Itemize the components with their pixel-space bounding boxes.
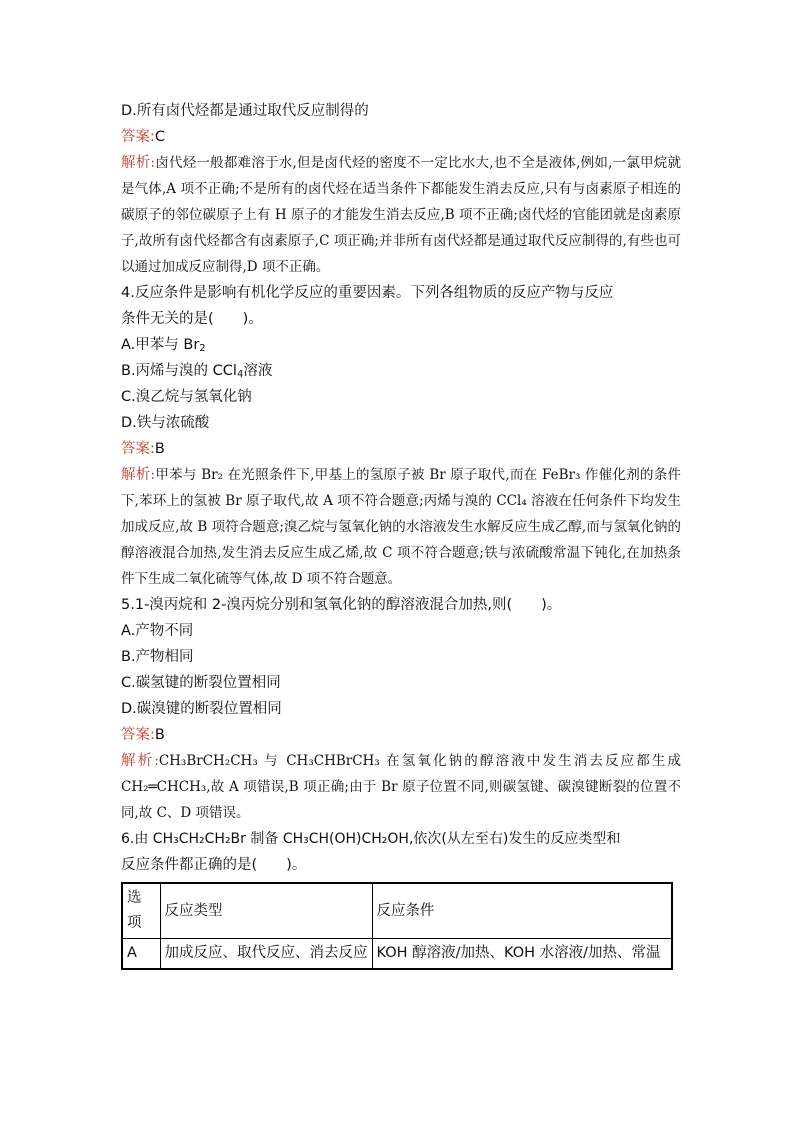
table-header-cell: 反应类型 bbox=[160, 883, 372, 939]
q4-stem-line1: 4.反应条件是影响有机化学反应的重要因素。下列各组物质的反应产物与反应 bbox=[121, 285, 614, 301]
analysis-label: 解析 bbox=[121, 467, 151, 483]
answer-label: 答案 bbox=[121, 441, 150, 457]
table-header-cell: 选项 bbox=[122, 883, 160, 939]
answer-label: 答案 bbox=[121, 129, 150, 145]
table-cell: A bbox=[122, 939, 160, 970]
q6-stem-line2: 反应条件都正确的是( )。 bbox=[121, 857, 307, 873]
q6-stem-line1: 6.由 CH₃CH₂CH₂Br 制备 CH₃CH(OH)CH₂OH,依次(从左至右)发生的反应类型和 bbox=[121, 831, 621, 847]
q3-answer: 答案:C bbox=[121, 129, 166, 145]
q4-answer: 答案:B bbox=[121, 441, 165, 457]
q4-option-b: B.丙烯与溴的 CCl$_4$溶液 bbox=[121, 363, 273, 380]
answer-value: B bbox=[154, 727, 165, 743]
table-cell: KOH 醇溶液/加热、KOH 水溶液/加热、常温 bbox=[372, 939, 672, 970]
table-row bbox=[122, 939, 672, 970]
document-page bbox=[121, 96, 681, 970]
q4-option-d: D.铁与浓硫酸 bbox=[121, 415, 210, 431]
q4-analysis: 解析:甲苯与 Br₂ 在光照条件下,甲基上的氢原子被 Br 原子取代,而在 FeBr₃ 作催化剂的条件下,苯环上的氢被 Br 原子取代,故 A 项不符合题意;丙烯与溴的 CCl₄ 溶液在任何条件下均发生加成反应,故 B 项符合题意;溴乙烷与氢氧化钠的水溶液发生水解反应生成乙醇,而与氢氧化钠的醇溶液混合加热,发生消去反应生成乙烯,故 C 项不符合题意;铁与浓硫酸常温下钝化,在加热条件下生成二氧化硫等气体,故 D 项不符合题意。 bbox=[121, 467, 681, 587]
table-header-cell: 反应条件 bbox=[372, 883, 672, 939]
q4-option-a: A.甲苯与 $Br_2$ bbox=[121, 337, 206, 354]
analysis-label: 解析 bbox=[121, 753, 155, 769]
q5-answer: 答案:B bbox=[121, 727, 165, 743]
q5-option-d: D.碳溴键的断裂位置相同 bbox=[121, 701, 282, 717]
table-header-row bbox=[122, 883, 672, 939]
answer-label: 答案 bbox=[121, 727, 150, 743]
q4-stem-line2: 条件无关的是( )。 bbox=[121, 311, 263, 327]
analysis-label: 解析 bbox=[121, 155, 151, 171]
answer-value: B bbox=[154, 441, 165, 457]
q3-analysis: 解析:卤代烃一般都难溶于水,但是卤代烃的密度不一定比水大,也不全是液体,例如,一氯甲烷就是气体,A 项不正确;不是所有的卤代烃在适当条件下都能发生消去反应,只有与卤素原子相连的碳原子的邻位碳原子上有 H 原子的才能发生消去反应,B 项不正确;卤代烃的官能团就是卤素原子,故所有卤代烃都含有卤素原子,C 项正确;并非所有卤代烃都是通过取代反应制得的,有些也可以通过加成反应制得,D 项不正确。 bbox=[121, 155, 682, 275]
table-cell: 加成反应、取代反应、消去反应 bbox=[160, 939, 372, 970]
analysis-text: CH₃BrCH₂CH₃ 与 CH₃CHBrCH₃ 在氢氧化钠的醇溶液中发生消去反应都生成 CH₂═CHCH₃,故 A 项错误,B 项正确;由于 Br 原子位置不同,则碳氢键、碳溴键断裂的位置不同,故 C、D 项错误。 bbox=[121, 753, 682, 821]
q5-option-c: C.碳氢键的断裂位置相同 bbox=[121, 675, 281, 691]
analysis-text: 卤代烃一般都难溶于水,但是卤代烃的密度不一定比水大,也不全是液体,例如,一氯甲烷就是气体,A 项不正确;不是所有的卤代烃在适当条件下都能发生消去反应,只有与卤素原子相连的碳原子的邻位碳原子上有 H 原子的才能发生消去反应,B 项不正确;卤代烃的官能团就是卤素原子,故所有卤代烃都含有卤素原子,C 项正确;并非所有卤代烃都是通过取代反应制得的,有些也可以通过加成反应制得,D 项不正确。 bbox=[121, 155, 682, 275]
q5-option-a: A.产物不同 bbox=[121, 623, 194, 639]
q3-option-d: D.所有卤代烃都是通过取代反应制得的 bbox=[121, 103, 369, 119]
q5-analysis: 解析:CH₃BrCH₂CH₃ 与 CH₃CHBrCH₃ 在氢氧化钠的醇溶液中发生消去反应都生成 CH₂═CHCH₃,故 A 项错误,B 项正确;由于 Br 原子位置不同,则碳氢键、碳溴键断裂的位置不同,故 C、D 项错误。 bbox=[121, 753, 682, 821]
answer-value: C bbox=[154, 129, 166, 145]
analysis-text: 甲苯与 Br₂ 在光照条件下,甲基上的氢原子被 Br 原子取代,而在 FeBr₃ 作催化剂的条件下,苯环上的氢被 Br 原子取代,故 A 项不符合题意;丙烯与溴的 CCl₄ 溶液在任何条件下均发生加成反应,故 B 项符合题意;溴乙烷与氢氧化钠的水溶液发生水解反应生成乙醇,而与氢氧化钠的醇溶液混合加热,发生消去反应生成乙烯,故 C 项不符合题意;铁与浓硫酸常温下钝化,在加热条件下生成二氧化硫等气体,故 D 项不符合题意。 bbox=[121, 467, 681, 587]
q5-stem: 5.1-溴丙烷和 2-溴丙烷分别和氢氧化钠的醇溶液混合加热,则( )。 bbox=[121, 597, 562, 613]
q6-options-table bbox=[121, 882, 673, 970]
q5-option-b: B.产物相同 bbox=[121, 649, 194, 665]
q4-option-c: C.溴乙烷与氢氧化钠 bbox=[121, 389, 252, 405]
